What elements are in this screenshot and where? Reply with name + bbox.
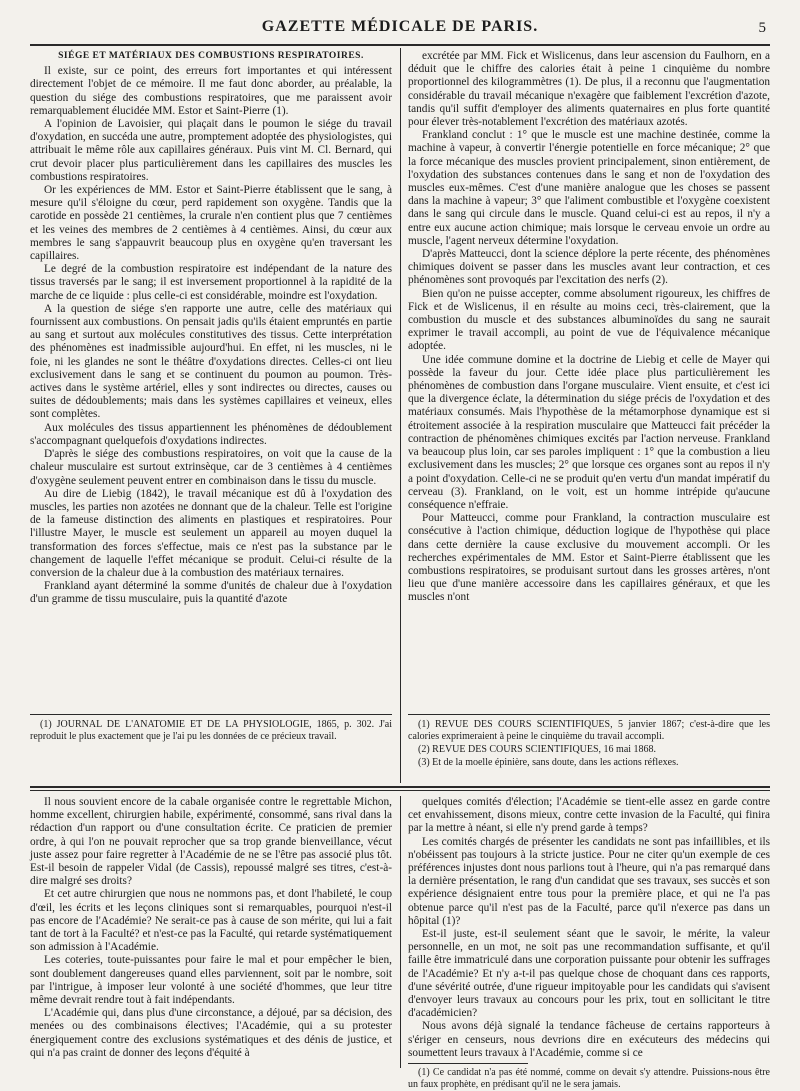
article-left-footnotes [30, 719, 392, 779]
feuilleton-rule-2 [30, 790, 770, 791]
article-right-text [408, 50, 770, 605]
article-paragraph: excrétée par MM. Fick et Wislicenus, dans leur ascension du Faulhorn, en a déduit que le chiffre des calories était à peine 1 cinquième du nombre proportionnel des kilogrammètres (1). De plus, il a reconnu que l'augmentation considérable du travail mécanique n'exagère que faiblement l'excrétion d'azote, tandis qu'il suffit d'employer des aliments quaternaires en plus forte quantité pour élever très-notablement l'excrétion des matériaux azotés. [408, 50, 770, 129]
column-divider-top [400, 48, 401, 783]
article-paragraph: Or les expériences de MM. Estor et Saint-Pierre établissent que le sang, à mesure qu'il s'éloigne du cœur, perd rapidement son oxygène. Tandis que la carotide en possède 21 centièmes, la crurale n'en contient plus que 7 centièmes et les veines des membres de 2 centièmes à 4 centièmes. Ainsi, du cœur aux membres le sang s'appauvrit beaucoup plus en oxygène qu'en traversant les capillaires. [30, 184, 392, 263]
article-paragraph: Il existe, sur ce point, des erreurs fort importantes et qui intéressent directement l'objet de ce mémoire. Il me faut donc aborder, au préalable, la question du siége des combustions respiratoires, que me paraissent avoir remarquablement élucidée MM. Estor et Saint-Pierre (1). [30, 65, 392, 117]
feuilleton-rule-1 [30, 786, 770, 788]
feuilleton-paragraph: Il nous souvient encore de la cabale organisée contre le regrettable Michon, homme excellent, chirurgien habile, expérimenté, consommé, sans rival dans la rédaction d'un rapport ou d'une consultation écrite. Ce praticien de premier ordre, à qui l'on ne pouvait reprocher que sa trop grande bienveillance, vécut juste assez pour faire regretter à l'Académie de ne se l'être pas associé plus tôt. Est-il besoin de rappeler Vidal (de Cassis), repoussé malgré ses titres, c'est-à-dire malgré ses droits? [30, 796, 392, 888]
feuilleton-paragraph: Les coteries, toute-puissantes pour faire le mal et pour empêcher le bien, sont doublement dangereuses quand elles parviennent, soit par le nombre, soit par l'intrigue, à imposer leur volonté à une société d'hommes, que leur titre même devrait rendre tout à fait indépendants. [30, 954, 392, 1007]
article-paragraph: D'après Matteucci, dont la science déplore la perte récente, des phénomènes chimiques doivent se passer dans les muscles avant leur contraction, et ces phénomènes sont provoqués par l'excitation des nerfs (2). [408, 248, 770, 287]
feuilleton-paragraph: Les comités chargés de présenter les candidats ne sont pas infaillibles, et ils n'obéissent pas toujours à la stricte justice. Pour ne citer qu'un exemple de ces préférences injustes dont nous parlions tout à l'heure, qui n'a pas remarqué dans la dernière présentation, le rang d'un candidat que ses travaux, ses succès et son expérience désignaient entre tous pour la première place, et qui ne l'a pas obtenue parce qu'il n'est pas de la Faculté, parce qu'il n'exerce pas dans un hôpital (1)? [408, 835, 770, 927]
column-divider-bottom [400, 796, 401, 1068]
article-paragraph: Frankland conclut : 1° que le muscle est une machine destinée, comme la machine à vapeur, à convertir l'énergie potentielle en force mécanique; 2° que la force mécanique des muscles provient principalement, sinon entièrement, de l'oxydation des substances contenues dans le sang et non de l'oxydation des muscles eux-mêmes. C'est d'une manière analogue que les choses se passent dans la machine à vapeur; 3° que l'aliment combustible et l'oxygène coexistent dans le sang qui circule dans le muscle. Quand celui-ci est au repos, il n'y a entre eux aucune action chimique; mais lorsque le cerveau envoie un ordre au muscle, l'agent nerveux détermine l'oxydation. [408, 129, 770, 247]
article-paragraph: Frankland ayant déterminé la somme d'unités de chaleur due à l'oxydation d'un gramme de tissu musculaire, puis la quantité d'azote [30, 580, 392, 606]
page-number: 5 [758, 20, 766, 36]
feuilleton-left-column [30, 796, 392, 1068]
feuilleton-right-column [408, 796, 770, 1091]
article-paragraph: A la question de siége s'en rapporte une autre, celle des matériaux qui fournissent aux combustions. On pensait jadis qu'ils étaient empruntés en partie au sang et surtout aux molécules constitutives des tissus. Cette interprétation des phénomènes est inadmissible aujourd'hui. En effet, ni les muscles, ni le foie, ni les glandes ne sont le théâtre d'oxydations directes. Celles-ci ont lieu exclusivement dans le sang et se continuent du poumon au poumon. Très-actives dans le système artériel, elles y sont indirectes ou directes, causes ou suites de dédoublements; mais dans les systèmes capillaires et veineux, elles sont complètes. [30, 302, 392, 421]
article-paragraph: Aux molécules des tissus appartiennent les phénomènes de dédoublement s'accompagnant quelquefois d'oxydations indirectes. [30, 421, 392, 447]
feuilleton-paragraph: Nous avons déjà signalé la tendance fâcheuse de certains rapporteurs à s'ériger en censeurs, nous devrions dire en exécuteurs des médecins qui soumettent leurs travaux à l'Académie, comme si ce [408, 1020, 770, 1059]
page-header [0, 14, 800, 42]
header-rule [30, 44, 770, 46]
article-paragraph: Au dire de Liebig (1842), le travail mécanique est dû à l'oxydation des muscles, les parties non azotées ne donnant que de la chaleur. Telle est l'origine de la fameuse distinction des aliments en plastiques et respiratoires. Pour l'illustre Mayer, le muscle est seulement un appareil au moyen duquel la transformation des forces s'effectue, mais ce n'est pas la substance par le changement de laquelle l'effet mécanique se produit. Celui-ci résulte de la conversion de la chaleur due à la combustion des matériaux ternaires. [30, 487, 392, 579]
article-right-column [408, 50, 770, 710]
footnote: (2) REVUE DES COURS SCIENTIFIQUES, 16 mai 1868. [418, 744, 657, 755]
footnote: (1) JOURNAL DE L'ANATOMIE ET DE LA PHYSIOLOGIE, 1865, p. 302. J'ai reproduit le plus exactement que je l'ai pu les données de ce précieux travail. [30, 719, 392, 742]
article-left-column [30, 50, 392, 710]
footnote-rule-right [408, 714, 770, 715]
article-paragraph: Une idée commune domine et la doctrine de Liebig et celle de Mayer qui possède la faveur du jour. Cette idée place plus particulièrement les phénomènes de combustion dans l'organe musculaire. Vient ensuite, et c'est ici que la divergence éclate, la détermination du siége précis de l'oxydation et des matériaux consumés. Mais l'hypothèse de la métamorphose dynamique est si étroitement associée à la respiration musculaire que Matteucci fait précéder la contraction de phénomènes chimiques excités par l'action nerveuse. Frankland va beaucoup plus loin, car ses paroles impliquent : 1° que la combustion a lieu exclusivement dans les muscles; 2° que lorsque ces organes sont au repos il n'y a point d'oxydation. Celle-ci ne se produit qu'en vertu d'un mandat impératif du cerveau (3). Frankland, on le voit, est un homme intrépide qu'aucune conséquence n'effraie. [408, 353, 770, 511]
article-paragraph: Le degré de la combustion respiratoire est indépendant de la nature des tissus traversés par le sang; il est inversement proportionnel à la rapidité de la marche de ce liquide : plus celle-ci est considérable, moindre est l'oxydation. [30, 263, 392, 302]
footnote-rule-left [30, 714, 392, 715]
masthead: GAZETTE MÉDICALE DE PARIS. [261, 18, 539, 35]
footnote: (1) Ce candidat n'a pas été nommé, comme on devait s'y attendre. Puissions-nous être un faux prophète, en prédisant qu'il ne le sera jamais. [408, 1067, 770, 1091]
feuilleton-footnote-rule [408, 1063, 528, 1064]
article-title: SIÉGE ET MATÉRIAUX DES COMBUSTIONS RESPIRATOIRES. [58, 51, 364, 61]
feuilleton-paragraph: L'Académie qui, dans plus d'une circonstance, a déjoué, par sa décision, des menées ou des combinaisons électives; l'Académie, qui a su protester énergiquement contre des exclusions systématiques et des dénis de justice, et qui n'a pas craint de donner des leçons d'équité à [30, 1007, 392, 1059]
feuilleton-paragraph: quelques comités d'élection; l'Académie se tient-elle assez en garde contre cet envahissement, disons mieux, contre cette invasion de la Faculté, qui finira par la mettre à néant, si elle n'y prend garde à temps? [408, 796, 770, 835]
article-left-text [30, 65, 392, 606]
footnote: (1) REVUE DES COURS SCIENTIFIQUES, 5 janvier 1867; c'est-à-dire que les calories exprimeraient à peine le cinquième du travail accompli. [408, 719, 770, 742]
article-paragraph: D'après le siége des combustions respiratoires, on voit que la cause de la chaleur musculaire est surtout extrinsèque, car de 3 centièmes à 4 centièmes d'oxygène seulement peuvent entrer en combinaison dans le tissu du muscle. [30, 448, 392, 487]
footnote: (3) Et de la moelle épinière, sans doute, dans les actions réflexes. [418, 757, 679, 768]
article-paragraph: Pour Matteucci, comme pour Frankland, la contraction musculaire est consécutive à l'action chimique, déduction logique de l'hypothèse qui place dans cette dernière la cause exclusive du mouvement accompli. Or les recherches expérimentales de MM. Estor et Saint-Pierre établissent que les combustions respiratoires, se produisant surtout dans les grosses artères, n'ont lieu que d'une manière accessoire dans les capillaires généraux, et que les muscles n'ont [408, 512, 770, 604]
feuilleton-paragraph: Et cet autre chirurgien que nous ne nommons pas, et dont l'habileté, le coup d'œil, les écrits et les leçons cliniques sont si remarquables, pourquoi n'est-il pas encore de l'Académie? Ne serait-ce pas à cause de son mérite, qui lui a fait tant de tort à la Faculté? et n'est-ce pas la Faculté, qui retarde systématiquement son admission à l'Académie. [30, 888, 392, 954]
feuilleton-paragraph: Est-il juste, est-il seulement séant que le savoir, le mérite, la valeur personnelle, en un mot, ne soit pas une recommandation suffisante, et qu'il faille être immatriculé dans une corporation puissante pour obtenir les suffrages de l'Académie? Et n'y a-t-il pas quelque chose de choquant dans ces rapports, d'une sévérité outrée, d'une rigueur impitoyable pour les candidats qui s'avisent d'envoyer leurs travaux au concours pour les prix, tout en sollicitant le titre d'académicien? [408, 928, 770, 1020]
article-paragraph: Bien qu'on ne puisse accepter, comme absolument rigoureux, les chiffres de Fick et de Wislicenus, il en résulte au moins ceci, très-clairement, que la combustion du muscle et des substances albuminoïdes du sang ne saurait exprimer le travail accompli, au point de vue de l'équivalence mécanique adoptée. [408, 287, 770, 353]
article-right-footnotes [408, 719, 770, 779]
article-paragraph: A l'opinion de Lavoisier, qui plaçait dans le poumon le siége du travail d'oxydation, en succéda une autre, promptement adoptée des physiologistes, qui attribuait le même rôle aux capillaires généraux. Puis vint M. Cl. Bernard, qui crut devoir placer plus particulièrement dans les capillaires des muscles les combustions respiratoires. [30, 118, 392, 183]
